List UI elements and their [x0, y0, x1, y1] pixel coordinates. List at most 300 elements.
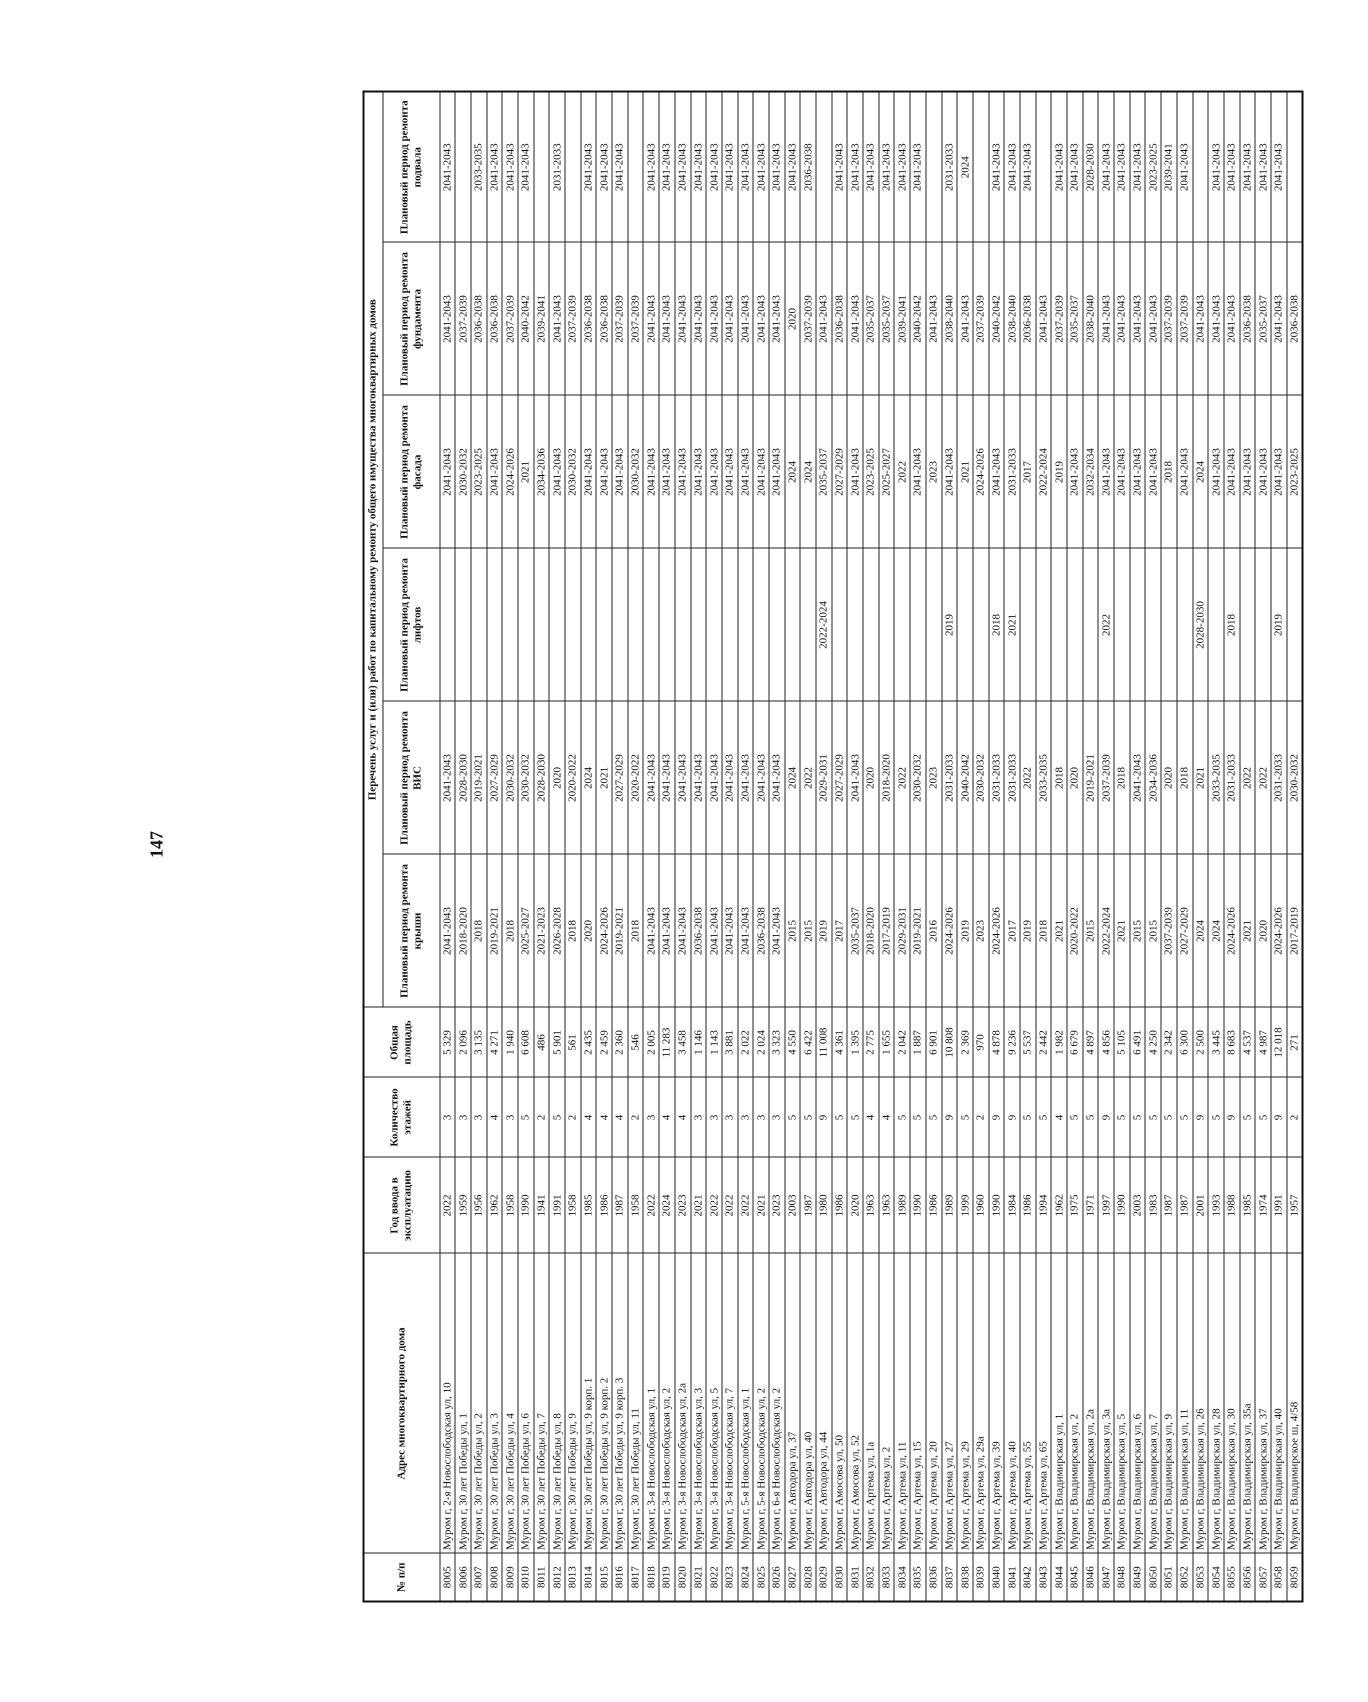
cell-vis: 2029-2031	[816, 702, 832, 855]
table-row	[910, 91, 926, 1601]
cell-address: Муром г, 3-я Новослободская ул, 1	[643, 1254, 659, 1554]
cell-address: Муром г, Артема ул, 15	[910, 1254, 926, 1554]
table-row	[1161, 91, 1177, 1601]
cell-basement: 2041-2043	[753, 91, 769, 242]
table-row	[612, 91, 628, 1601]
cell-floors: 4	[612, 1078, 628, 1158]
table-row	[643, 91, 659, 1601]
cell-num: 8059	[1287, 1554, 1303, 1602]
cell-roof: 2037-2039	[1161, 855, 1177, 1008]
cell-num: 8031	[847, 1554, 863, 1602]
cell-facade: 2017	[1020, 396, 1036, 549]
cell-lift: 2022	[1098, 549, 1114, 702]
cell-facade: 2041-2043	[706, 396, 722, 549]
cell-num: 8049	[1130, 1554, 1146, 1602]
cell-floors: 5	[800, 1078, 816, 1158]
cell-address: Муром г, Владимирское ш, 4/58	[1287, 1254, 1303, 1554]
cell-floors: 3	[471, 1078, 487, 1158]
cell-basement: 2036-2038	[800, 91, 816, 242]
cell-vis: 2022	[1255, 702, 1271, 855]
cell-num: 8022	[706, 1554, 722, 1602]
cell-roof: 2025-2027	[518, 855, 534, 1008]
cell-address: Муром г, Владимирская ул, 6	[1130, 1254, 1146, 1554]
cell-vis: 2041-2043	[440, 702, 456, 855]
cell-year: 1980	[816, 1158, 832, 1254]
cell-address: Муром г, Владимирская ул, 9	[1161, 1254, 1177, 1554]
cell-lift	[643, 549, 659, 702]
cell-foundation: 2037-2039	[1051, 243, 1067, 396]
cell-address: Муром г, 3-я Новослободская ул, 2а	[675, 1254, 691, 1554]
cell-foundation: 2041-2043	[738, 243, 754, 396]
cell-vis: 2027-2029	[487, 702, 503, 855]
cell-facade: 2034-2036	[534, 396, 550, 549]
cell-facade: 2027-2029	[832, 396, 848, 549]
cell-lift	[832, 549, 848, 702]
cell-address: Муром г, Артема ул, 55	[1020, 1254, 1036, 1554]
cell-facade: 2025-2027	[879, 396, 895, 549]
cell-basement: 2041-2043	[1208, 91, 1224, 242]
cell-area: 1 982	[1051, 1008, 1067, 1078]
cell-area: 6 901	[926, 1008, 942, 1078]
cell-year: 1958	[565, 1158, 581, 1254]
cell-lift	[910, 549, 926, 702]
cell-vis: 2034-2036	[1145, 702, 1161, 855]
cell-basement: 2024	[957, 91, 973, 242]
table-header	[364, 91, 440, 1601]
table-row	[1177, 91, 1193, 1601]
cell-year: 2024	[659, 1158, 675, 1254]
cell-year: 1974	[1255, 1158, 1271, 1254]
cell-num: 8013	[565, 1554, 581, 1602]
cell-lift	[769, 549, 785, 702]
cell-address: Муром г, Владимирская ул, 3а	[1098, 1254, 1114, 1554]
cell-address: Муром г, 30 лет Победы ул, 1	[455, 1254, 471, 1554]
cell-foundation: 2037-2039	[612, 243, 628, 396]
cell-address: Муром г, 5-я Новослободская ул, 1	[738, 1254, 754, 1554]
cell-floors: 2	[565, 1078, 581, 1158]
cell-facade: 2041-2043	[722, 396, 738, 549]
cell-year: 1987	[1177, 1158, 1193, 1254]
cell-floors: 9	[942, 1078, 958, 1158]
cell-year: 1958	[502, 1158, 518, 1254]
cell-lift	[565, 549, 581, 702]
cell-year: 2023	[675, 1158, 691, 1254]
cell-year: 1986	[596, 1158, 612, 1254]
cell-year: 2003	[785, 1158, 801, 1254]
cell-year: 1962	[487, 1158, 503, 1254]
cell-area: 2 360	[612, 1008, 628, 1078]
cell-area: 4 897	[1083, 1008, 1099, 1078]
table-row	[471, 91, 487, 1601]
cell-floors: 2	[628, 1078, 644, 1158]
cell-facade: 2041-2043	[1114, 396, 1130, 549]
cell-foundation: 2041-2043	[1224, 243, 1240, 396]
table-row	[455, 91, 471, 1601]
table-row	[1287, 91, 1303, 1601]
cell-year: 1963	[863, 1158, 879, 1254]
cell-floors: 2	[1287, 1078, 1303, 1158]
cell-floors: 2	[973, 1078, 989, 1158]
table-row	[1145, 91, 1161, 1601]
cell-basement: 2041-2043	[1130, 91, 1146, 242]
cell-floors: 4	[675, 1078, 691, 1158]
cell-year: 1989	[942, 1158, 958, 1254]
cell-vis: 2024	[581, 702, 597, 855]
cell-roof: 2018	[565, 855, 581, 1008]
cell-lift	[549, 549, 565, 702]
cell-roof: 2015	[1145, 855, 1161, 1008]
cell-vis: 2030-2032	[973, 702, 989, 855]
cell-facade: 2035-2037	[816, 396, 832, 549]
cell-year: 1990	[1114, 1158, 1130, 1254]
cell-facade: 2041-2043	[581, 396, 597, 549]
cell-foundation: 2037-2039	[565, 243, 581, 396]
cell-area: 3 458	[675, 1008, 691, 1078]
cell-foundation: 2041-2043	[675, 243, 691, 396]
cell-floors: 3	[753, 1078, 769, 1158]
cell-facade: 2041-2043	[738, 396, 754, 549]
cell-basement: 2028-2030	[1083, 91, 1099, 242]
cell-floors: 2	[534, 1078, 550, 1158]
cell-address: Муром г, 30 лет Победы ул, 7	[534, 1254, 550, 1554]
cell-floors: 4	[879, 1078, 895, 1158]
cell-address: Муром г, 30 лет Победы ул, 8	[549, 1254, 565, 1554]
cell-basement: 2041-2043	[1114, 91, 1130, 242]
cell-basement: 2041-2043	[1051, 91, 1067, 242]
cell-vis: 2030-2032	[910, 702, 926, 855]
cell-vis: 2041-2043	[643, 702, 659, 855]
cell-lift	[1036, 549, 1052, 702]
cell-roof: 2024	[1193, 855, 1209, 1008]
cell-floors: 4	[659, 1078, 675, 1158]
cell-basement: 2039-2041	[1161, 91, 1177, 242]
cell-vis: 2033-2035	[1036, 702, 1052, 855]
cell-floors: 5	[1255, 1078, 1271, 1158]
cell-area: 271	[1287, 1008, 1303, 1078]
cell-area: 4 550	[785, 1008, 801, 1078]
cell-vis: 2041-2043	[847, 702, 863, 855]
cell-lift: 2019	[942, 549, 958, 702]
table-row	[847, 91, 863, 1601]
cell-floors: 9	[816, 1078, 832, 1158]
cell-basement: 2041-2043	[989, 91, 1005, 242]
cell-num: 8055	[1224, 1554, 1240, 1602]
cell-roof: 2022-2024	[1098, 855, 1114, 1008]
cell-address: Муром г, Владимирская ул, 26	[1193, 1254, 1209, 1554]
table-row	[1193, 91, 1209, 1601]
table-row	[1004, 91, 1020, 1601]
cell-area: 5 901	[549, 1008, 565, 1078]
cell-foundation: 2039-2041	[894, 243, 910, 396]
cell-floors: 9	[1224, 1078, 1240, 1158]
cell-area: 561	[565, 1008, 581, 1078]
cell-year: 2022	[738, 1158, 754, 1254]
cell-year: 1963	[879, 1158, 895, 1254]
cell-area: 11 008	[816, 1008, 832, 1078]
table-row	[1020, 91, 1036, 1601]
cell-area: 1 887	[910, 1008, 926, 1078]
cell-lift: 2018	[1224, 549, 1240, 702]
cell-vis: 2020	[1067, 702, 1083, 855]
cell-basement: 2041-2043	[518, 91, 534, 242]
header-vis: Плановый период ремонта ВИС	[383, 702, 440, 855]
cell-roof: 2029-2031	[894, 855, 910, 1008]
cell-roof: 2021-2023	[534, 855, 550, 1008]
cell-num: 8016	[612, 1554, 628, 1602]
cell-lift	[1083, 549, 1099, 702]
cell-num: 8045	[1067, 1554, 1083, 1602]
cell-floors: 5	[1161, 1078, 1177, 1158]
table-row	[816, 91, 832, 1601]
cell-basement: 2041-2043	[1098, 91, 1114, 242]
cell-basement: 2041-2043	[596, 91, 612, 242]
cell-floors: 9	[1271, 1078, 1287, 1158]
cell-vis: 2041-2043	[659, 702, 675, 855]
cell-vis: 2020	[863, 702, 879, 855]
cell-roof: 2016	[926, 855, 942, 1008]
cell-floors: 5	[1130, 1078, 1146, 1158]
table-row	[1224, 91, 1240, 1601]
cell-basement: 2041-2043	[785, 91, 801, 242]
cell-address: Муром г, Артема ул, 1а	[863, 1254, 879, 1554]
cell-vis: 2041-2043	[675, 702, 691, 855]
cell-roof: 2017-2019	[1287, 855, 1303, 1008]
table-row	[942, 91, 958, 1601]
cell-roof: 2019-2021	[487, 855, 503, 1008]
cell-foundation: 2036-2038	[596, 243, 612, 396]
cell-area: 546	[628, 1008, 644, 1078]
cell-num: 8030	[832, 1554, 848, 1602]
table-row	[440, 91, 456, 1601]
cell-roof: 2020	[581, 855, 597, 1008]
cell-basement: 2041-2043	[440, 91, 456, 242]
cell-facade: 2041-2043	[1208, 396, 1224, 549]
cell-lift: 2022-2024	[816, 549, 832, 702]
cell-area: 2 096	[455, 1008, 471, 1078]
cell-roof: 2041-2043	[722, 855, 738, 1008]
cell-foundation: 2037-2039	[800, 243, 816, 396]
cell-basement: 2041-2043	[691, 91, 707, 242]
cell-num: 8057	[1255, 1554, 1271, 1602]
cell-roof: 2019	[1020, 855, 1036, 1008]
cell-area: 5 105	[1114, 1008, 1130, 1078]
cell-foundation: 2035-2037	[1255, 243, 1271, 396]
cell-basement: 2041-2043	[1020, 91, 1036, 242]
cell-num: 8035	[910, 1554, 926, 1602]
cell-address: Муром г, 30 лет Победы ул, 9	[565, 1254, 581, 1554]
cell-foundation: 2037-2039	[455, 243, 471, 396]
cell-floors: 5	[1145, 1078, 1161, 1158]
cell-area: 486	[534, 1008, 550, 1078]
cell-year: 1941	[534, 1158, 550, 1254]
cell-num: 8051	[1161, 1554, 1177, 1602]
cell-area: 2 024	[753, 1008, 769, 1078]
cell-year: 2023	[769, 1158, 785, 1254]
cell-lift	[785, 549, 801, 702]
cell-floors: 9	[1098, 1078, 1114, 1158]
cell-num: 8038	[957, 1554, 973, 1602]
cell-facade: 2041-2043	[1130, 396, 1146, 549]
cell-vis: 2031-2033	[1224, 702, 1240, 855]
cell-foundation: 2036-2038	[581, 243, 597, 396]
table-row	[926, 91, 942, 1601]
cell-basement: 2041-2043	[1224, 91, 1240, 242]
cell-num: 8007	[471, 1554, 487, 1602]
cell-year: 1956	[471, 1158, 487, 1254]
cell-address: Муром г, Амосова ул, 52	[847, 1254, 863, 1554]
table-body	[440, 91, 1303, 1601]
cell-vis: 2027-2029	[612, 702, 628, 855]
cell-foundation: 2037-2039	[1177, 243, 1193, 396]
cell-foundation: 2020	[785, 243, 801, 396]
cell-area: 1 143	[706, 1008, 722, 1078]
cell-basement	[565, 91, 581, 242]
cell-num: 8042	[1020, 1554, 1036, 1602]
cell-address: Муром г, Артема ул, 40	[1004, 1254, 1020, 1554]
cell-num: 8010	[518, 1554, 534, 1602]
cell-basement: 2041-2043	[894, 91, 910, 242]
cell-vis: 2041-2043	[691, 702, 707, 855]
cell-foundation: 2041-2043	[1130, 243, 1146, 396]
cell-foundation: 2041-2043	[643, 243, 659, 396]
cell-vis: 2033-2035	[1208, 702, 1224, 855]
table-row	[596, 91, 612, 1601]
cell-year: 1984	[1004, 1158, 1020, 1254]
cell-facade: 2041-2043	[596, 396, 612, 549]
cell-floors: 3	[455, 1078, 471, 1158]
cell-vis: 2041-2043	[722, 702, 738, 855]
cell-foundation: 2041-2043	[706, 243, 722, 396]
cell-floors: 9	[1004, 1078, 1020, 1158]
cell-address: Муром г, Автодора ул, 40	[800, 1254, 816, 1554]
cell-roof: 2019-2021	[612, 855, 628, 1008]
cell-address: Муром г, Артема ул, 39	[989, 1254, 1005, 1554]
cell-facade: 2041-2043	[612, 396, 628, 549]
cell-area: 3 881	[722, 1008, 738, 1078]
cell-basement	[973, 91, 989, 242]
cell-foundation: 2039-2041	[534, 243, 550, 396]
cell-address: Муром г, 3-я Новослободская ул, 3	[691, 1254, 707, 1554]
cell-facade: 2023-2025	[863, 396, 879, 549]
cell-lift: 2019	[1271, 549, 1287, 702]
cell-address: Муром г, 30 лет Победы ул, 6	[518, 1254, 534, 1554]
cell-basement: 2041-2043	[502, 91, 518, 242]
cell-year: 2022	[706, 1158, 722, 1254]
cell-vis: 2028-2030	[455, 702, 471, 855]
cell-area: 3 323	[769, 1008, 785, 1078]
cell-address: Муром г, Владимирская ул, 5	[1114, 1254, 1130, 1554]
cell-num: 8054	[1208, 1554, 1224, 1602]
cell-area: 6 300	[1177, 1008, 1193, 1078]
cell-facade: 2024-2026	[973, 396, 989, 549]
cell-vis: 2020	[549, 702, 565, 855]
cell-area: 3 135	[471, 1008, 487, 1078]
cell-area: 4 537	[1240, 1008, 1256, 1078]
cell-address: Муром г, Артема ул, 29	[957, 1254, 973, 1554]
cell-roof: 2036-2038	[691, 855, 707, 1008]
cell-facade: 2041-2043	[549, 396, 565, 549]
cell-num: 8029	[816, 1554, 832, 1602]
cell-floors: 4	[596, 1078, 612, 1158]
cell-floors: 5	[1208, 1078, 1224, 1158]
page-number: 147	[146, 831, 167, 858]
cell-vis: 2019-2021	[471, 702, 487, 855]
cell-basement	[1036, 91, 1052, 242]
table-row	[706, 91, 722, 1601]
table-row	[628, 91, 644, 1601]
cell-lift	[800, 549, 816, 702]
cell-floors: 3	[706, 1078, 722, 1158]
cell-num: 8009	[502, 1554, 518, 1602]
cell-address: Муром г, Владимирская ул, 35а	[1240, 1254, 1256, 1554]
cell-floors: 5	[1036, 1078, 1052, 1158]
cell-basement: 2041-2043	[659, 91, 675, 242]
cell-foundation: 2038-2040	[942, 243, 958, 396]
cell-year: 1987	[612, 1158, 628, 1254]
cell-floors: 3	[643, 1078, 659, 1158]
cell-roof: 2036-2038	[753, 855, 769, 1008]
cell-area: 2 435	[581, 1008, 597, 1078]
cell-num: 8017	[628, 1554, 644, 1602]
cell-lift	[534, 549, 550, 702]
cell-basement	[628, 91, 644, 242]
cell-area: 1 146	[691, 1008, 707, 1078]
cell-foundation: 2041-2043	[1271, 243, 1287, 396]
cell-foundation: 2040-2042	[989, 243, 1005, 396]
cell-num: 8039	[973, 1554, 989, 1602]
cell-lift: 2028-2030	[1193, 549, 1209, 702]
cell-address: Муром г, 30 лет Победы ул, 9 корп. 2	[596, 1254, 612, 1554]
cell-area: 4 856	[1098, 1008, 1114, 1078]
cell-floors: 3	[738, 1078, 754, 1158]
cell-lift	[879, 549, 895, 702]
table-row	[973, 91, 989, 1601]
cell-foundation: 2041-2043	[1098, 243, 1114, 396]
cell-lift	[753, 549, 769, 702]
cell-year: 1990	[989, 1158, 1005, 1254]
cell-vis: 2027-2029	[832, 702, 848, 855]
cell-foundation: 2041-2043	[1036, 243, 1052, 396]
table-row	[1098, 91, 1114, 1601]
cell-roof: 2017	[832, 855, 848, 1008]
header-floors: Количество этажей	[364, 1078, 440, 1158]
cell-area: 6 422	[800, 1008, 816, 1078]
cell-floors: 5	[549, 1078, 565, 1158]
cell-foundation: 2035-2037	[879, 243, 895, 396]
cell-basement: 2041-2043	[863, 91, 879, 242]
cell-num: 8052	[1177, 1554, 1193, 1602]
cell-year: 1990	[910, 1158, 926, 1254]
cell-area: 1 655	[879, 1008, 895, 1078]
cell-roof: 2024-2026	[1224, 855, 1240, 1008]
cell-address: Муром г, Владимирская ул, 2	[1067, 1254, 1083, 1554]
cell-year: 1962	[1051, 1158, 1067, 1254]
cell-roof: 2018	[471, 855, 487, 1008]
header-address: Адрес многоквартирного дома	[364, 1254, 440, 1554]
cell-roof: 2017-2019	[879, 855, 895, 1008]
cell-floors: 4	[581, 1078, 597, 1158]
cell-facade: 2041-2043	[440, 396, 456, 549]
cell-facade: 2041-2043	[942, 396, 958, 549]
cell-year: 1991	[549, 1158, 565, 1254]
table-row	[769, 91, 785, 1601]
cell-vis: 2037-2039	[1098, 702, 1114, 855]
cell-year: 1999	[957, 1158, 973, 1254]
cell-basement: 2041-2043	[1255, 91, 1271, 242]
cell-roof: 2024-2026	[596, 855, 612, 1008]
cell-area: 12 018	[1271, 1008, 1287, 1078]
cell-basement: 2041-2043	[738, 91, 754, 242]
